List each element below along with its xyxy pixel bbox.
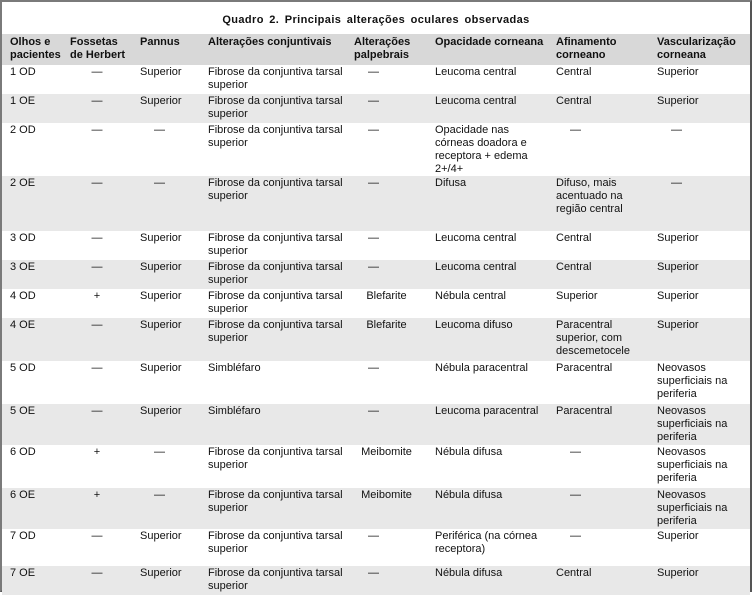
cell-corneal-vascularization: Superior bbox=[657, 319, 699, 331]
cell-corneal-opacity: Periférica (na córnea receptora) bbox=[435, 530, 538, 555]
column-header: Pannus bbox=[140, 36, 180, 48]
column-header: Afinamento corneano bbox=[556, 36, 617, 61]
cell-corneal-opacity: Difusa bbox=[435, 177, 467, 189]
cell-conjunctival: Fibrose da conjuntiva tarsal superior bbox=[208, 319, 343, 344]
cell-corneal-vascularization: — bbox=[671, 124, 682, 136]
cell-corneal-vascularization: Superior bbox=[657, 66, 699, 78]
cell-eye: 1 OE bbox=[10, 95, 36, 107]
cell-eye: 3 OD bbox=[10, 232, 36, 244]
cell-corneal-vascularization: Superior bbox=[657, 567, 699, 579]
cell-pannus: Superior bbox=[140, 362, 182, 374]
cell-herbert-pits: — bbox=[91, 405, 103, 417]
cell-conjunctival: Fibrose da conjuntiva tarsal superior bbox=[208, 232, 343, 257]
table-row bbox=[2, 529, 750, 566]
cell-pannus: Superior bbox=[140, 95, 182, 107]
cell-pannus: — bbox=[154, 489, 165, 501]
table-row bbox=[2, 566, 750, 595]
cell-pannus: Superior bbox=[140, 261, 182, 273]
table-row bbox=[2, 289, 750, 318]
cell-corneal-vascularization: — bbox=[671, 177, 682, 189]
cell-palpebral: Blefarite bbox=[366, 290, 407, 302]
cell-pannus: — bbox=[154, 177, 165, 189]
cell-corneal-vascularization: Neovasos superficiais na periferia bbox=[657, 446, 728, 484]
cell-corneal-vascularization: Neovasos superficiais na periferia bbox=[657, 362, 728, 400]
cell-palpebral: — bbox=[368, 405, 379, 417]
cell-conjunctival: Simbléfaro bbox=[208, 405, 261, 417]
cell-corneal-thinning: Central bbox=[556, 66, 592, 78]
cell-corneal-vascularization: Superior bbox=[657, 290, 699, 302]
ocular-findings-table bbox=[2, 34, 750, 595]
cell-herbert-pits: — bbox=[91, 319, 103, 331]
cell-eye: 2 OD bbox=[10, 124, 36, 136]
cell-corneal-thinning: — bbox=[570, 489, 581, 501]
cell-corneal-opacity: Leucoma central bbox=[435, 95, 517, 107]
cell-eye: 6 OE bbox=[10, 489, 36, 501]
cell-palpebral: — bbox=[368, 530, 379, 542]
cell-corneal-opacity: Opacidade nas córneas doadora e receptora + edema 2+/4+ bbox=[435, 124, 528, 175]
cell-eye: 2 OE bbox=[10, 177, 36, 189]
cell-conjunctival: Fibrose da conjuntiva tarsal superior bbox=[208, 177, 343, 202]
cell-corneal-thinning: Superior bbox=[556, 290, 598, 302]
cell-corneal-thinning: Difuso, mais acentuado na região central bbox=[556, 177, 623, 215]
cell-palpebral: Meibomite bbox=[361, 446, 412, 458]
cell-corneal-thinning: Central bbox=[556, 567, 592, 579]
table-row bbox=[2, 404, 750, 445]
cell-palpebral: — bbox=[368, 362, 379, 374]
header-row bbox=[2, 34, 750, 65]
cell-corneal-thinning: — bbox=[570, 124, 581, 136]
cell-corneal-thinning: Central bbox=[556, 261, 592, 273]
cell-palpebral: — bbox=[368, 261, 379, 273]
cell-pannus: Superior bbox=[140, 319, 182, 331]
cell-conjunctival: Fibrose da conjuntiva tarsal superior bbox=[208, 290, 343, 315]
table-row bbox=[2, 488, 750, 529]
cell-palpebral: Blefarite bbox=[366, 319, 407, 331]
table-row bbox=[2, 260, 750, 289]
cell-pannus: — bbox=[154, 124, 165, 136]
cell-conjunctival: Fibrose da conjuntiva tarsal superior bbox=[208, 124, 343, 149]
cell-eye: 7 OE bbox=[10, 567, 36, 579]
cell-corneal-thinning: — bbox=[570, 446, 581, 458]
cell-corneal-opacity: Leucoma central bbox=[435, 261, 517, 273]
cell-eye: 5 OE bbox=[10, 405, 36, 417]
cell-corneal-opacity: Nébula difusa bbox=[435, 446, 503, 458]
table-row bbox=[2, 176, 750, 231]
cell-eye: 4 OD bbox=[10, 290, 36, 302]
cell-pannus: Superior bbox=[140, 66, 182, 78]
cell-herbert-pits: — bbox=[91, 124, 103, 136]
cell-herbert-pits: + bbox=[93, 290, 101, 302]
cell-conjunctival: Fibrose da conjuntiva tarsal superior bbox=[208, 66, 343, 91]
cell-pannus: Superior bbox=[140, 530, 182, 542]
table-body bbox=[2, 65, 750, 595]
cell-herbert-pits: — bbox=[91, 261, 103, 273]
cell-palpebral: — bbox=[368, 567, 379, 579]
cell-eye: 7 OD bbox=[10, 530, 36, 542]
cell-herbert-pits: — bbox=[91, 567, 103, 579]
cell-palpebral: — bbox=[368, 177, 379, 189]
table-row bbox=[2, 318, 750, 361]
cell-herbert-pits: — bbox=[91, 66, 103, 78]
cell-corneal-opacity: Leucoma central bbox=[435, 66, 517, 78]
table-row bbox=[2, 65, 750, 94]
cell-corneal-opacity: Leucoma paracentral bbox=[435, 405, 539, 417]
column-header: Alterações palpebrais bbox=[354, 36, 411, 61]
cell-corneal-opacity: Nébula paracentral bbox=[435, 362, 528, 374]
cell-conjunctival: Simbléfaro bbox=[208, 362, 261, 374]
cell-pannus: Superior bbox=[140, 405, 182, 417]
cell-eye: 5 OD bbox=[10, 362, 36, 374]
cell-corneal-thinning: — bbox=[570, 530, 581, 542]
cell-conjunctival: Fibrose da conjuntiva tarsal superior bbox=[208, 446, 343, 471]
cell-corneal-opacity: Leucoma central bbox=[435, 232, 517, 244]
cell-corneal-opacity: Leucoma difuso bbox=[435, 319, 513, 331]
cell-conjunctival: Fibrose da conjuntiva tarsal superior bbox=[208, 489, 343, 514]
cell-pannus: Superior bbox=[140, 290, 182, 302]
cell-eye: 3 OE bbox=[10, 261, 36, 273]
cell-conjunctival: Fibrose da conjuntiva tarsal superior bbox=[208, 261, 343, 286]
cell-pannus: Superior bbox=[140, 232, 182, 244]
cell-corneal-vascularization: Superior bbox=[657, 261, 699, 273]
cell-palpebral: — bbox=[368, 124, 379, 136]
cell-herbert-pits: — bbox=[91, 177, 103, 189]
cell-corneal-thinning: Central bbox=[556, 232, 592, 244]
cell-corneal-thinning: Paracentral bbox=[556, 362, 613, 374]
cell-palpebral: — bbox=[368, 66, 379, 78]
cell-corneal-vascularization: Neovasos superficiais na periferia bbox=[657, 489, 728, 527]
cell-herbert-pits: — bbox=[91, 232, 103, 244]
column-header: Opacidade corneana bbox=[435, 36, 544, 48]
table-row bbox=[2, 445, 750, 488]
cell-corneal-vascularization: Superior bbox=[657, 95, 699, 107]
cell-herbert-pits: + bbox=[93, 489, 101, 501]
table-row bbox=[2, 361, 750, 404]
column-header: Vascularização corneana bbox=[657, 36, 736, 61]
table-row bbox=[2, 231, 750, 260]
column-header: Olhos e pacientes bbox=[10, 36, 61, 61]
cell-pannus: — bbox=[154, 446, 165, 458]
cell-herbert-pits: + bbox=[93, 446, 101, 458]
cell-corneal-vascularization: Superior bbox=[657, 232, 699, 244]
cell-palpebral: Meibomite bbox=[361, 489, 412, 501]
table-row bbox=[2, 94, 750, 123]
cell-herbert-pits: — bbox=[91, 530, 103, 542]
cell-corneal-thinning: Paracentral superior, com descemetocele bbox=[556, 319, 630, 357]
table-caption: Quadro 2. Principais alterações oculares observadas bbox=[222, 14, 530, 26]
cell-pannus: Superior bbox=[140, 567, 182, 579]
column-header: Alterações conjuntivais bbox=[208, 36, 332, 48]
cell-palpebral: — bbox=[368, 95, 379, 107]
cell-corneal-opacity: Nébula central bbox=[435, 290, 506, 302]
cell-corneal-vascularization: Superior bbox=[657, 530, 699, 542]
cell-herbert-pits: — bbox=[91, 95, 103, 107]
cell-conjunctival: Fibrose da conjuntiva tarsal superior bbox=[208, 530, 343, 555]
cell-corneal-opacity: Nébula difusa bbox=[435, 567, 503, 579]
cell-herbert-pits: — bbox=[91, 362, 103, 374]
column-header: Fossetas de Herbert bbox=[70, 36, 126, 61]
cell-palpebral: — bbox=[368, 232, 379, 244]
cell-eye: 4 OE bbox=[10, 319, 36, 331]
cell-corneal-thinning: Paracentral bbox=[556, 405, 613, 417]
cell-corneal-thinning: Central bbox=[556, 95, 592, 107]
cell-corneal-opacity: Nébula difusa bbox=[435, 489, 503, 501]
cell-eye: 1 OD bbox=[10, 66, 36, 78]
cell-conjunctival: Fibrose da conjuntiva tarsal superior bbox=[208, 567, 343, 592]
cell-corneal-vascularization: Neovasos superficiais na periferia bbox=[657, 405, 728, 443]
cell-eye: 6 OD bbox=[10, 446, 36, 458]
table-row bbox=[2, 123, 750, 176]
cell-conjunctival: Fibrose da conjuntiva tarsal superior bbox=[208, 95, 343, 120]
